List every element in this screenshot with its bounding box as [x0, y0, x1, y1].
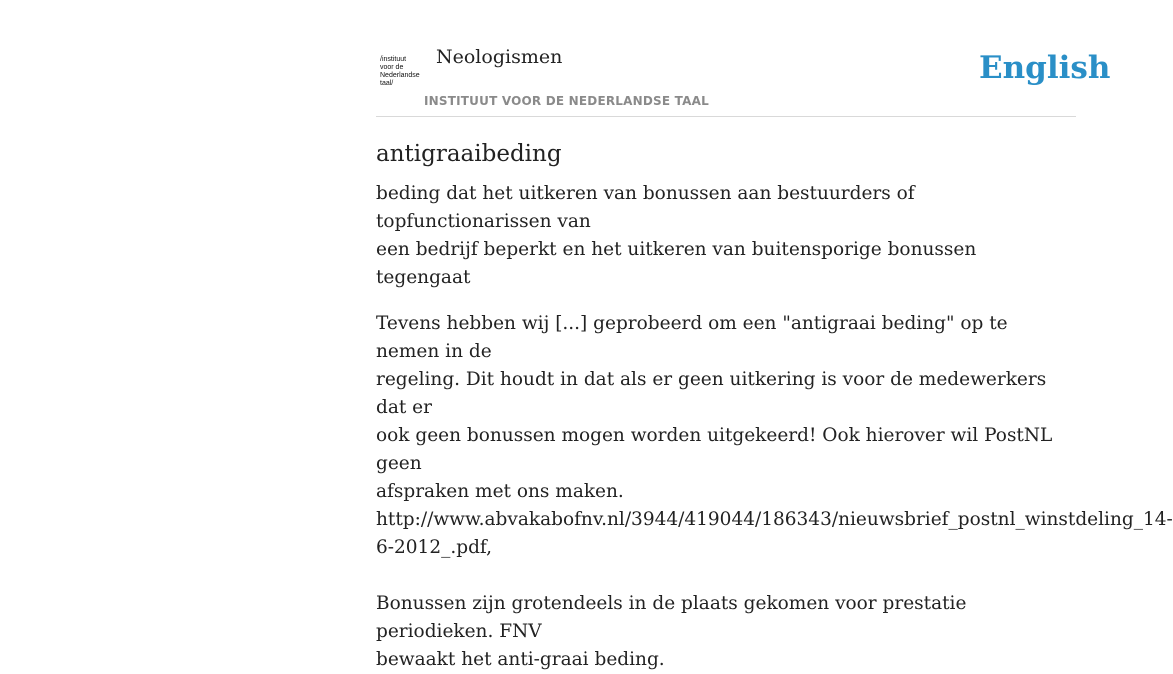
institute-name: INSTITUUT VOOR DE NEDERLANDSE TAAL — [424, 94, 709, 108]
citation-source-link[interactable]: 6-2012_.pdf, — [376, 537, 492, 558]
logo-line: voor de — [380, 64, 404, 71]
citation-line: Bonussen zijn grotendeels in de plaats gekomen voor prestatie periodieken. FNV — [376, 593, 967, 642]
language-switch-link[interactable]: English — [979, 50, 1111, 86]
entry-definition — [376, 180, 1076, 292]
entry-citations — [376, 310, 1173, 674]
site-header — [376, 0, 1111, 117]
definition-line: beding dat het uitkeren van bonussen aan bestuurders of topfunctionarissen van — [376, 183, 915, 232]
entry-content — [376, 138, 1173, 674]
citation-line: regeling. Dit houdt in dat als er geen uitkering is voor de medewerkers dat er — [376, 369, 1047, 418]
institute-logo[interactable] — [380, 56, 422, 88]
citation-line: Tevens hebben wij [...] geprobeerd om een "antigraai beding" op te nemen in de — [376, 313, 1008, 362]
logo-line: taal/ — [380, 80, 394, 87]
citation-line: afspraken met ons maken. — [376, 481, 624, 502]
citation-source-link[interactable]: http://www.abvakabofnv.nl/3944/419044/186343/nieuwsbrief_postnl_winstdeling_14- — [376, 509, 1173, 530]
entry-term: antigraaibeding — [376, 141, 562, 167]
definition-line: een bedrijf beperkt en het uitkeren van buitensporige bonussen tegengaat — [376, 239, 977, 288]
site-title[interactable]: Neologismen — [436, 46, 563, 68]
logo-line: Nederlandse — [380, 72, 420, 79]
citation-line: bewaakt het anti-graai beding. — [376, 649, 665, 670]
citation-line: ook geen bonussen mogen worden uitgekeerd! Ook hierover wil PostNL geen — [376, 425, 1053, 474]
logo-line: /instituut — [380, 56, 407, 63]
